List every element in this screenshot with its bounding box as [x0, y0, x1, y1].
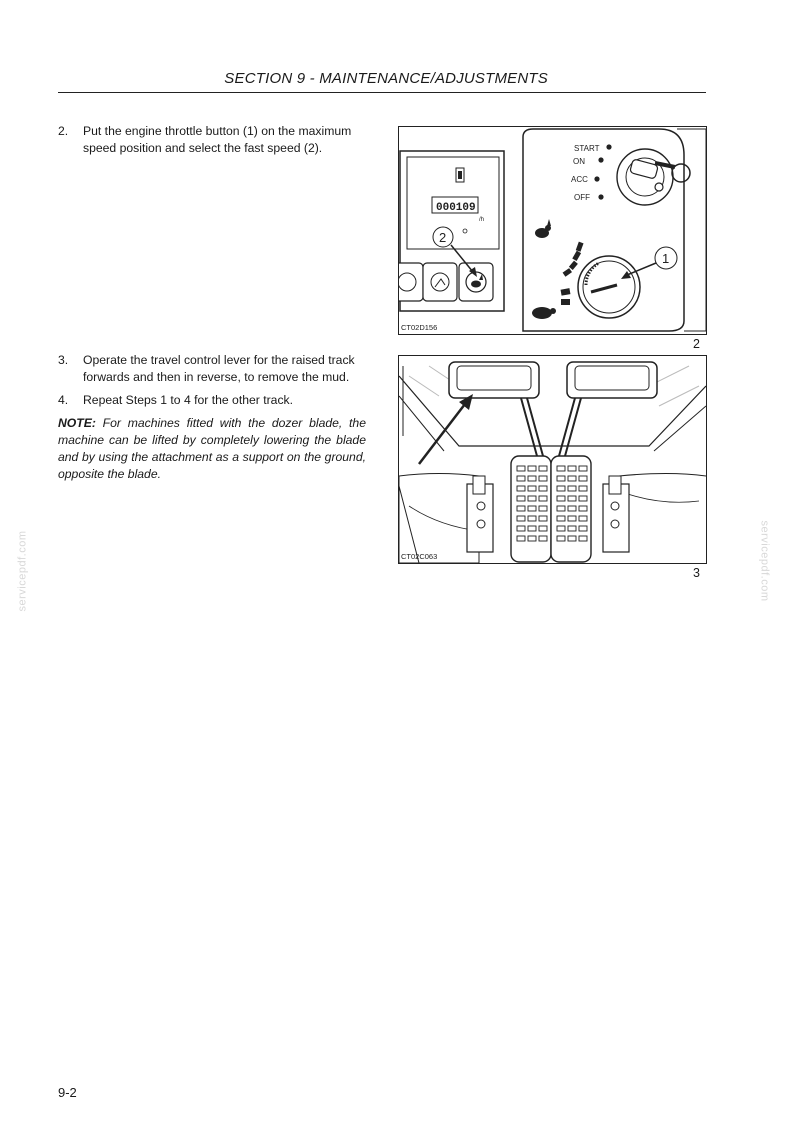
- label-start: START: [574, 144, 600, 153]
- step-number: 3.: [58, 353, 69, 367]
- step-2: [58, 123, 366, 157]
- section-title: SECTION 9 - MAINTENANCE/ADJUSTMENTS: [224, 70, 548, 87]
- note-text: For machines fitted with the dozer blade, the machine can be lifted by completely lowering the blade and by using the attachment as a support on the ground, opposite the blade.: [58, 416, 366, 481]
- travel-controls-illustration: [399, 356, 706, 563]
- step-number: 2.: [58, 124, 69, 138]
- figure-code: CT02D156: [401, 323, 438, 332]
- step-number: 4.: [58, 393, 69, 407]
- figure-code: CT02C063: [401, 552, 438, 561]
- travel-lever-icon: [559, 362, 657, 456]
- callout-2: 2: [439, 230, 447, 245]
- label-on: ON: [573, 157, 585, 166]
- label-acc: ACC: [571, 175, 588, 184]
- travel-pedal-icon: [511, 456, 591, 562]
- display-icon: [456, 168, 464, 182]
- figure-2-instrument-panel: [398, 126, 707, 335]
- travel-lever-icon: [449, 362, 543, 456]
- hour-meter-readout: 000109: [436, 202, 476, 214]
- note-paragraph: [58, 415, 366, 483]
- callout-1: 1: [662, 251, 670, 266]
- section-header: [58, 70, 706, 93]
- figure-number-2: 2: [693, 337, 700, 351]
- throttle-knob-icon: [578, 256, 640, 318]
- note-label: NOTE:: [58, 416, 96, 430]
- step-4: [58, 392, 366, 409]
- instrument-panel-illustration: [399, 127, 706, 334]
- step-3: [58, 352, 366, 386]
- watermark-right: servicepdf.com: [758, 520, 771, 602]
- page-number: 9-2: [58, 1085, 77, 1100]
- label-off: OFF: [574, 193, 590, 202]
- step-text: Repeat Steps 1 to 4 for the other track.: [83, 393, 294, 407]
- step-text: Put the engine throttle button (1) on the maximum speed position and select the fast speed (2).: [83, 124, 352, 155]
- watermark-left: servicepdf.com: [16, 530, 29, 612]
- figure-number-3: 3: [693, 566, 700, 580]
- svg-text:/h: /h: [479, 217, 485, 223]
- step-text: Operate the travel control lever for the raised track forwards and then in reverse, to remove the mud.: [83, 353, 355, 384]
- figure-3-travel-controls: [398, 355, 707, 564]
